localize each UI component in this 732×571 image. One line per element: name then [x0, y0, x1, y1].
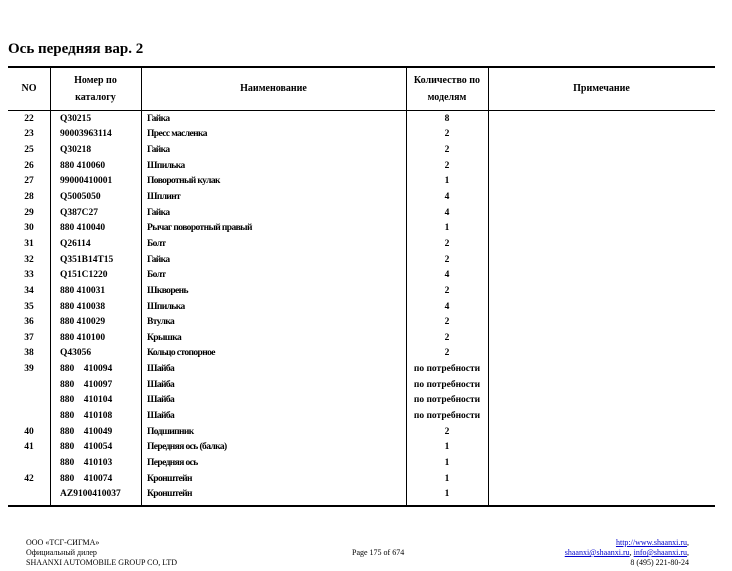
- table-row: [8, 408, 715, 424]
- cell-catalog-number: 880 410097: [60, 379, 113, 390]
- table-row: [8, 189, 715, 205]
- phone-number: 8 (495) 221-80-24: [630, 558, 689, 567]
- cell-no: 32: [24, 254, 34, 265]
- table-row: [8, 127, 715, 143]
- header-qty-line2: моделям: [427, 91, 467, 103]
- cell-catalog-number: 880 410029: [60, 317, 106, 328]
- cell-catalog-number: 880 410100: [60, 332, 106, 343]
- website-link[interactable]: http://www.shaanxi.ru: [615, 538, 687, 547]
- table-row: [8, 299, 715, 315]
- cell-catalog-number: Q5005050: [60, 192, 101, 203]
- cell-name: Передняя ось (балка): [147, 442, 227, 453]
- table-row: [8, 111, 715, 127]
- cell-quantity: 2: [444, 160, 450, 171]
- cell-quantity: 8: [444, 113, 450, 124]
- separator: ,: [629, 548, 634, 557]
- cell-name: Шайба: [147, 379, 175, 390]
- page-title: Ось передняя вар. 2: [8, 41, 144, 57]
- footer-dealer-label: Официальный дилер: [26, 548, 97, 557]
- cell-quantity: 2: [444, 129, 450, 140]
- cell-quantity: 1: [444, 442, 450, 453]
- cell-name: Втулка: [147, 317, 175, 328]
- cell-name: Кронштейн: [147, 489, 192, 500]
- cell-catalog-number: 880 410040: [60, 223, 106, 234]
- cell-quantity: 1: [444, 223, 450, 234]
- header-catalog-number: [50, 67, 141, 110]
- table-bottom-rule: [8, 505, 715, 507]
- cell-catalog-number: Q30215: [60, 113, 92, 124]
- cell-quantity: 1: [444, 176, 450, 187]
- header-quantity: [406, 67, 488, 110]
- cell-quantity: 1: [444, 489, 450, 500]
- header-qty-line1: Количество по: [413, 74, 481, 86]
- cell-catalog-number: 99000410001: [60, 176, 113, 187]
- header-catalog-line2: каталогу: [75, 91, 116, 103]
- cell-catalog-number: 880 410074: [60, 473, 113, 484]
- cell-catalog-number: 90003963114: [60, 129, 112, 140]
- cell-catalog-number: 880 410108: [60, 410, 113, 421]
- cell-no: 33: [24, 270, 34, 281]
- cell-name: Передняя ось: [147, 457, 198, 468]
- cell-name: Пресс масленка: [147, 129, 207, 140]
- table-row: [8, 455, 715, 471]
- cell-catalog-number: 880 410049: [60, 426, 113, 437]
- header-name: Наименование: [240, 83, 307, 94]
- cell-quantity: по потребности: [413, 364, 481, 375]
- table-row: [8, 283, 715, 299]
- cell-no: 35: [24, 301, 34, 312]
- cell-name: Шплинт: [147, 192, 181, 203]
- cell-name: Гайка: [147, 207, 170, 218]
- cell-catalog-number: 880 410060: [60, 160, 106, 171]
- cell-no: 27: [24, 176, 34, 187]
- cell-catalog-number: Q351B14T15: [60, 254, 114, 265]
- cell-catalog-number: Q387C27: [60, 207, 98, 218]
- table-row: [8, 236, 715, 252]
- cell-quantity: 4: [444, 192, 450, 203]
- cell-name: Шпилька: [147, 160, 185, 171]
- cell-catalog-number: AZ9100410037: [60, 489, 121, 500]
- cell-quantity: 2: [444, 426, 450, 437]
- cell-name: Шпилька: [147, 301, 185, 312]
- cell-name: Болт: [147, 238, 166, 249]
- table-row: [8, 174, 715, 190]
- cell-quantity: 2: [444, 238, 450, 249]
- cell-quantity: 2: [444, 285, 450, 296]
- table-row: [8, 314, 715, 330]
- cell-quantity: по потребности: [413, 379, 481, 390]
- table-row: [8, 142, 715, 158]
- footer-company-name: ООО «ТСГ-СИГМА»: [26, 538, 100, 547]
- header-note: Примечание: [573, 83, 630, 94]
- cell-quantity: 2: [444, 332, 450, 343]
- header-no: NO: [21, 83, 37, 94]
- separator: ,: [687, 538, 689, 547]
- cell-name: Шкворень: [147, 285, 188, 296]
- cell-no: 37: [24, 332, 34, 343]
- cell-no: 22: [24, 113, 34, 124]
- table-header: [8, 67, 715, 110]
- cell-quantity: 4: [444, 301, 450, 312]
- table-row: [8, 205, 715, 221]
- cell-name: Крышка: [147, 332, 182, 343]
- cell-name: Гайка: [147, 254, 170, 265]
- cell-name: Шайба: [147, 410, 175, 421]
- cell-name: Поворотный кулак: [147, 176, 220, 187]
- cell-no: 25: [24, 145, 34, 156]
- cell-quantity: 2: [444, 254, 450, 265]
- cell-no: 29: [24, 207, 34, 218]
- cell-no: 38: [24, 348, 34, 359]
- table-row: [8, 439, 715, 455]
- cell-catalog-number: Q30218: [60, 145, 92, 156]
- cell-no: 30: [24, 223, 34, 234]
- table-row: [8, 330, 715, 346]
- cell-no: 39: [24, 364, 34, 375]
- cell-name: Подшипник: [147, 426, 194, 437]
- header-catalog-line1: Номер по: [74, 74, 117, 86]
- table-row: [8, 361, 715, 377]
- cell-quantity: 1: [444, 457, 450, 468]
- cell-quantity: по потребности: [413, 410, 481, 421]
- cell-catalog-number: 880 410104: [60, 395, 113, 406]
- cell-quantity: 2: [444, 317, 450, 328]
- cell-catalog-number: 880 410103: [60, 457, 113, 468]
- cell-no: 34: [24, 285, 34, 296]
- table-row: [8, 471, 715, 487]
- table-row: [8, 267, 715, 283]
- table-row: [8, 252, 715, 268]
- cell-no: 31: [24, 238, 34, 249]
- table-row: [8, 486, 715, 502]
- table-row: [8, 393, 715, 409]
- cell-catalog-number: 880 410038: [60, 301, 106, 312]
- cell-catalog-number: Q26114: [60, 238, 91, 249]
- cell-no: 36: [24, 317, 34, 328]
- separator: ,: [687, 548, 689, 557]
- footer-company: [26, 538, 177, 568]
- cell-quantity: по потребности: [413, 395, 481, 406]
- cell-no: 40: [24, 426, 34, 437]
- cell-no: 41: [24, 442, 34, 453]
- table-row: [8, 377, 715, 393]
- cell-quantity: 2: [444, 348, 450, 359]
- cell-quantity: 4: [444, 270, 450, 281]
- cell-catalog-number: Q151C1220: [60, 270, 108, 281]
- cell-name: Рычаг поворотный правый: [147, 223, 252, 234]
- table-row: [8, 158, 715, 174]
- cell-name: Гайка: [147, 145, 170, 156]
- email-link-shaanxi[interactable]: shaanxi@shaanxi.ru: [564, 548, 630, 557]
- footer-group-name: SHAANXI AUTOMOBILE GROUP CO, LTD: [26, 558, 178, 567]
- email-link-info[interactable]: info@shaanxi.ru: [633, 548, 687, 557]
- table-body: [8, 111, 715, 502]
- cell-name: Шайба: [147, 395, 175, 406]
- footer-contacts: [565, 538, 689, 568]
- page-number: Page 175 of 674: [352, 548, 405, 557]
- cell-name: Шайба: [147, 364, 175, 375]
- cell-catalog-number: Q43056: [60, 348, 92, 359]
- cell-catalog-number: 880 410054: [60, 442, 113, 453]
- cell-quantity: 4: [444, 207, 450, 218]
- table-row: [8, 424, 715, 440]
- cell-no: 28: [24, 192, 34, 203]
- cell-catalog-number: 880 410031: [60, 285, 106, 296]
- cell-quantity: 2: [444, 145, 450, 156]
- cell-name: Кронштейн: [147, 473, 192, 484]
- cell-name: Болт: [147, 270, 166, 281]
- table-row: [8, 346, 715, 362]
- table-row: [8, 220, 715, 236]
- cell-no: 26: [24, 160, 34, 171]
- cell-name: Кольцо стопорное: [147, 348, 215, 359]
- cell-catalog-number: 880 410094: [60, 364, 113, 375]
- cell-name: Гайка: [147, 113, 170, 124]
- cell-quantity: 1: [444, 473, 450, 484]
- cell-no: 42: [24, 473, 34, 484]
- cell-no: 23: [24, 129, 34, 140]
